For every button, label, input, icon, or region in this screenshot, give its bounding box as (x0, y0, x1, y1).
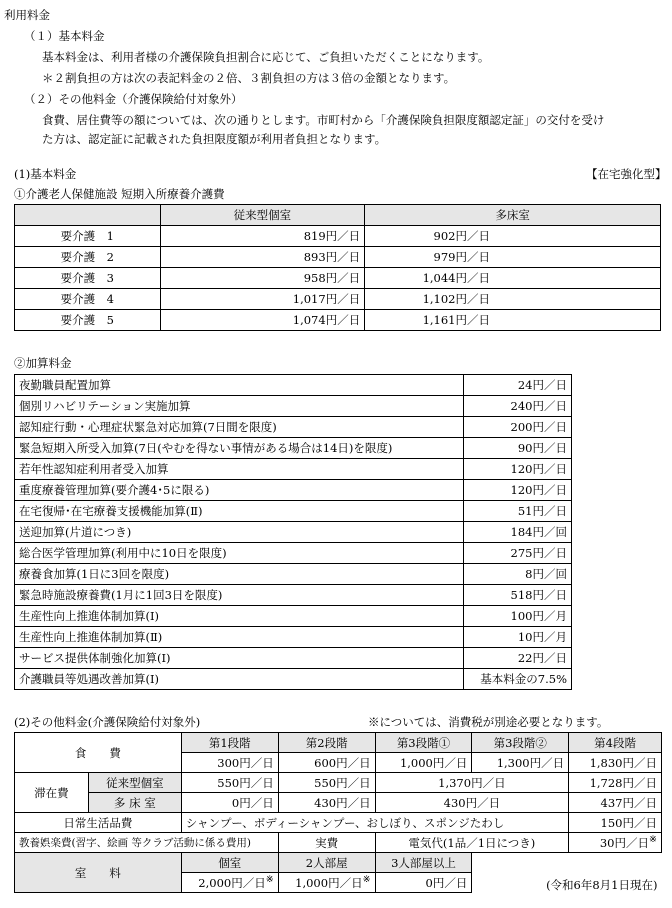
table-row (15, 417, 572, 438)
table-row (15, 480, 572, 501)
daily-price: 150円／日 (569, 813, 662, 833)
table-row (15, 268, 661, 289)
private-price: 1,074円／日 (160, 310, 365, 331)
basic-note: ＊２割負担の方は次の表記料金の２倍、３割負担の方は３倍の金額となります。 (42, 71, 456, 85)
section1-title: (1)基本料金 (14, 167, 77, 181)
stay-price: 430円／日 (278, 793, 375, 813)
addition-price: 240円／日 (464, 396, 572, 417)
section2-title: (2)その他料金(介護保険給付対象外) (14, 715, 201, 729)
care-level: 要介護 1 (15, 226, 161, 247)
addition-name: サービス提供体制強化加算(Ⅰ) (15, 648, 464, 669)
multi-price: 979円／日 (365, 247, 661, 268)
type-label: 【在宅強化型】 (586, 167, 667, 181)
addition-name: 総合医学管理加算(利用中に10日を限度) (15, 543, 464, 564)
addition-name: 生産性向上推進体制加算(Ⅰ) (15, 606, 464, 627)
addition-name: 在宅復帰･在宅療養支援機能加算(Ⅱ) (15, 501, 464, 522)
room-price: 2,000円／日 (198, 875, 266, 890)
table-row (15, 289, 661, 310)
tax-mark: ※ (265, 874, 274, 886)
addition-price: 275円／日 (464, 543, 572, 564)
addition-name: 生産性向上推進体制加算(Ⅱ) (15, 627, 464, 648)
table-row (15, 310, 661, 331)
addition-name: 個別リハビリテーション実施加算 (15, 396, 464, 417)
addition-price: 51円／日 (464, 501, 572, 522)
stay-price: 550円／日 (181, 773, 278, 793)
basic-heading: （１）基本料金 (24, 29, 105, 43)
addition-name: 重度療養管理加算(要介護4･5に限る) (15, 480, 464, 501)
other-text-line1: 食費、居住費等の額については、次の通りとします。市町村から「介護保険負担限度額認定証」の交付を受け (42, 113, 605, 127)
daily-label: 日常生活品費 (15, 813, 182, 833)
table-row (15, 459, 572, 480)
header-empty (15, 205, 161, 226)
private-price: 893円／日 (160, 247, 365, 268)
room-price: 1,000円／日 (295, 875, 363, 890)
elec-price-cell (569, 833, 662, 853)
basic-fee-table (14, 204, 661, 331)
tax-mark: ※ (648, 834, 657, 846)
multi-price: 1,161円／日 (365, 310, 661, 331)
section-title: 利用料金 (4, 8, 50, 22)
care-level: 要介護 5 (15, 310, 161, 331)
date-note: (令和6年8月1日現在) (472, 853, 662, 893)
stay-price: 437円／日 (569, 793, 662, 813)
multi-price: 1,044円／日 (365, 268, 661, 289)
table-row (15, 627, 572, 648)
stay-price: 1,370円／日 (375, 773, 569, 793)
addition-name: 介護職員等処遇改善加算(Ⅰ) (15, 669, 464, 690)
private-price: 819円／日 (160, 226, 365, 247)
daily-desc: シャンプー、ボディーシャンプー、おしぼり、スポンジたわし (181, 813, 568, 833)
addition-price: 184円／回 (464, 522, 572, 543)
addition-price: 10円／月 (464, 627, 572, 648)
table-row (15, 543, 572, 564)
addition-price: 90円／日 (464, 438, 572, 459)
food-price: 1,830円／日 (569, 753, 662, 773)
tax-mark: ※ (362, 874, 371, 886)
addition-fee-table (14, 374, 572, 690)
addition-name: 夜勤職員配置加算 (15, 375, 464, 396)
daily-row (15, 813, 662, 833)
table-row (15, 585, 572, 606)
table-row (15, 226, 661, 247)
header-private-room: 従来型個室 (160, 205, 365, 226)
addition-name: 若年性認知症利用者受入加算 (15, 459, 464, 480)
addition-price: 100円／月 (464, 606, 572, 627)
other-heading: （２）その他料金（介護保険給付対象外） (24, 92, 243, 106)
multi-price: 902円／日 (365, 226, 661, 247)
stage-header-row (15, 733, 662, 753)
addition-price: 24円／日 (464, 375, 572, 396)
addition-price: 518円／日 (464, 585, 572, 606)
table-row (15, 501, 572, 522)
room-header: 3人部屋以上 (375, 853, 472, 873)
stage-header: 第4段階 (569, 733, 662, 753)
stage-header: 第3段階① (375, 733, 472, 753)
room-header: 2人部屋 (278, 853, 375, 873)
stay-price: 430円／日 (375, 793, 569, 813)
addition-price: 8円／回 (464, 564, 572, 585)
stay-multi-label: 多 床 室 (88, 793, 181, 813)
table-row (15, 606, 572, 627)
care-level: 要介護 2 (15, 247, 161, 268)
table-header-row (15, 205, 661, 226)
table-row (15, 247, 661, 268)
header-multi-room: 多床室 (365, 205, 661, 226)
stay-price: 1,728円／日 (569, 773, 662, 793)
table-row (15, 396, 572, 417)
table2-title: ②加算料金 (14, 356, 72, 370)
edu-label: 教養娯楽費(習字、絵画 等クラブ活動に係る費用) (15, 833, 279, 853)
stay-price: 0円／日 (181, 793, 278, 813)
tax-note: ※については、消費税が別途必要となります。 (368, 715, 609, 729)
care-level: 要介護 4 (15, 289, 161, 310)
edu-row (15, 833, 662, 853)
basic-text: 基本料金は、利用者様の介護保険負担割合に応じて、ご負担いただくことになります。 (42, 50, 490, 64)
food-price: 1,000円／日 (375, 753, 472, 773)
elec-label: 電気代(1品／1日につき) (375, 833, 569, 853)
addition-price: 120円／日 (464, 459, 572, 480)
addition-price: 基本料金の7.5% (464, 669, 572, 690)
multi-price: 1,102円／日 (365, 289, 661, 310)
table-row (15, 564, 572, 585)
stay-private-row (15, 773, 662, 793)
food-price: 600円／日 (278, 753, 375, 773)
room-header: 個室 (181, 853, 278, 873)
stage-header: 第1段階 (181, 733, 278, 753)
elec-price: 30円／日 (599, 835, 649, 850)
other-fee-table (14, 732, 662, 893)
food-price: 1,300円／日 (472, 753, 569, 773)
addition-name: 療養食加算(1日に3回を限度) (15, 564, 464, 585)
addition-name: 緊急短期入所受入加算(7日(やむを得ない事情がある場合は14日)を限度) (15, 438, 464, 459)
table-row (15, 375, 572, 396)
room-header-row (15, 853, 662, 873)
room-price: 0円／日 (375, 873, 472, 893)
care-level: 要介護 3 (15, 268, 161, 289)
stage-header: 第2段階 (278, 733, 375, 753)
stay-multi-row (15, 793, 662, 813)
table-row (15, 522, 572, 543)
table1-title: ①介護老人保健施設 短期入所療養介護費 (14, 187, 225, 201)
room-price-cell (181, 873, 278, 893)
private-price: 1,017円／日 (160, 289, 365, 310)
table-row (15, 438, 572, 459)
addition-name: 認知症行動・心理症状緊急対応加算(7日間を限度) (15, 417, 464, 438)
addition-price: 200円／日 (464, 417, 572, 438)
addition-name: 送迎加算(片道につき) (15, 522, 464, 543)
room-price-cell (278, 873, 375, 893)
table-row (15, 648, 572, 669)
addition-name: 緊急時施設療養費(1月に1回3日を限度) (15, 585, 464, 606)
private-price: 958円／日 (160, 268, 365, 289)
food-price: 300円／日 (181, 753, 278, 773)
stage-header: 第3段階② (472, 733, 569, 753)
stay-price: 550円／日 (278, 773, 375, 793)
addition-price: 22円／日 (464, 648, 572, 669)
addition-price: 120円／日 (464, 480, 572, 501)
edu-price: 実費 (278, 833, 375, 853)
food-label: 食 費 (15, 733, 182, 773)
room-label: 室 料 (15, 853, 182, 893)
stay-private-label: 従来型個室 (88, 773, 181, 793)
stay-label: 滞在費 (15, 773, 89, 813)
other-text-line2: た方は、認定証に記載された負担限度額が利用者負担となります。 (42, 132, 387, 146)
table-row (15, 669, 572, 690)
